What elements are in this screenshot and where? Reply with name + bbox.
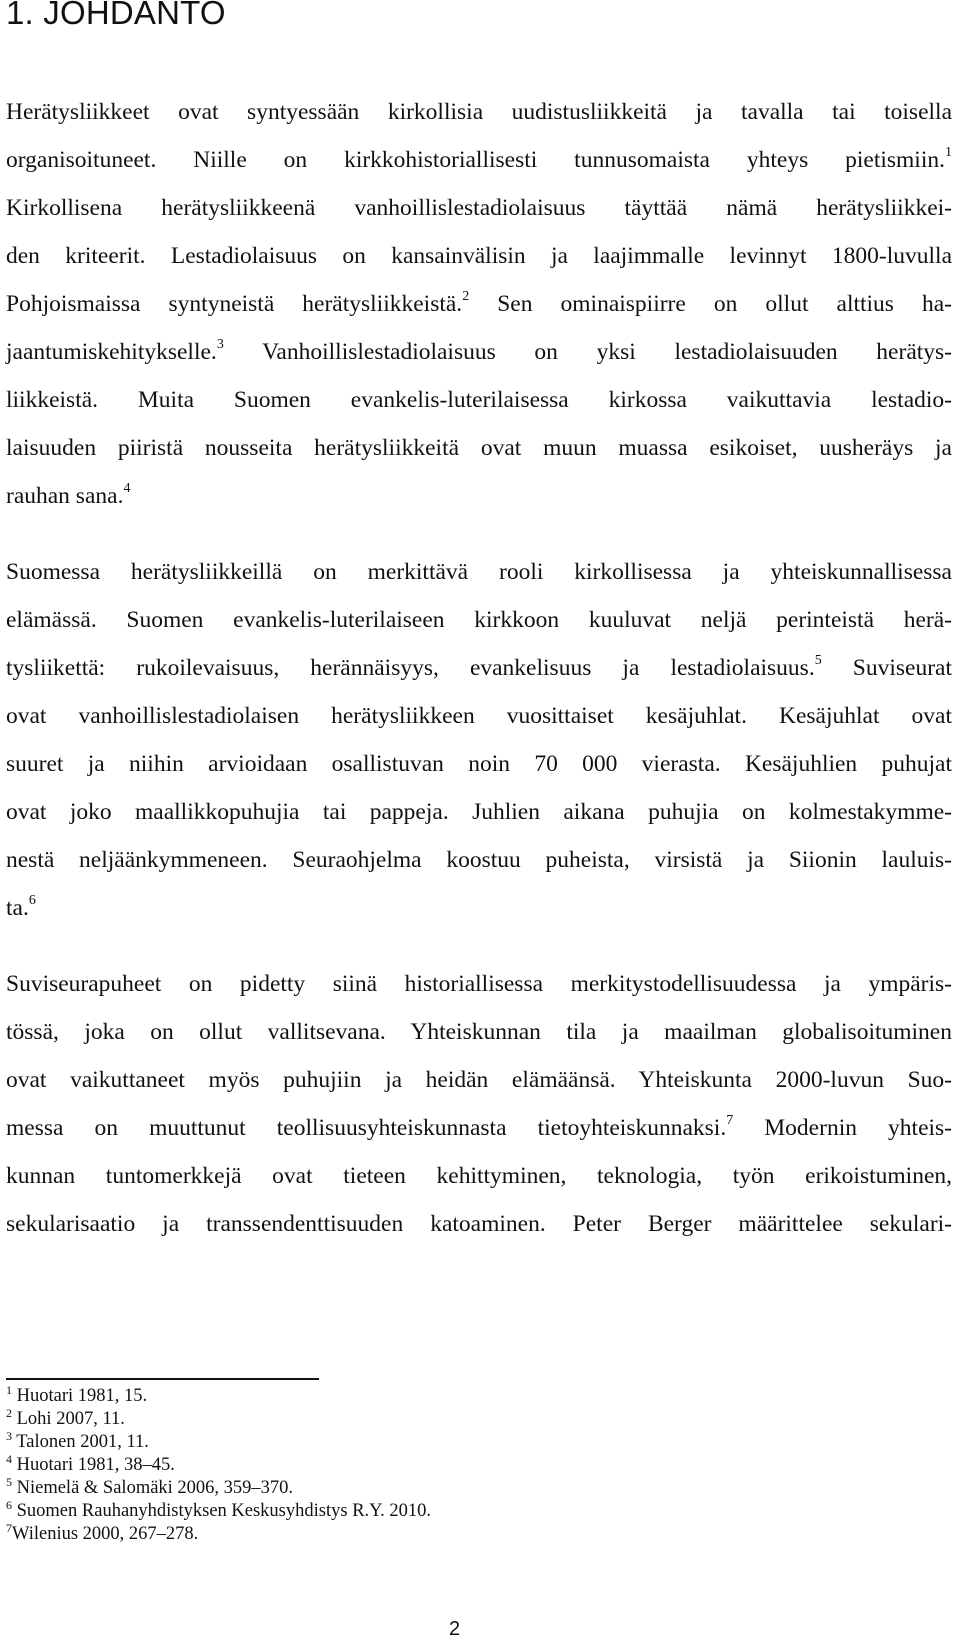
text-line	[6, 596, 952, 644]
line-text: Pohjoismaissa syntyneistä herätysliikkeistä.	[6, 291, 463, 317]
footnote-text: Talonen 2001, 11.	[12, 1432, 149, 1452]
text-line	[6, 184, 952, 232]
footnote-separator	[6, 1378, 319, 1380]
line-text: rauhan sana.	[6, 483, 124, 509]
line-text-continued: Sen ominaispiirre on ollut alttius ha-	[469, 291, 952, 317]
line-text: organisoituneet. Niille on kirkkohistoriallisesti tunnusomaista yhteys pietismiin.	[6, 147, 945, 173]
footnote	[6, 1477, 431, 1500]
paragraph-3	[6, 960, 952, 1248]
line-text: Kirkollisena herätysliikkeenä vanhoillislestadiolaisuus täyttää nämä herätysliikkei-	[6, 195, 952, 221]
text-line	[6, 88, 952, 136]
line-text: Herätysliikkeet ovat syntyessään kirkollisia uudistusliikkeitä ja tavalla tai toisella	[6, 99, 952, 125]
text-line	[6, 472, 952, 520]
text-line	[6, 1008, 952, 1056]
footnote	[6, 1523, 431, 1546]
footnote	[6, 1454, 431, 1477]
line-text-continued: Modernin yhteis-	[733, 1115, 952, 1141]
line-text: kunnan tuntomerkkejä ovat tieteen kehittyminen, teknologia, työn erikoistuminen,	[6, 1163, 952, 1189]
footnote-text: Suomen Rauhanyhdistyksen Keskusyhdistys R.Y. 2010.	[12, 1501, 432, 1521]
line-text: tössä, joka on ollut vallitsevana. Yhteiskunnan tila ja maailman globalisoituminen	[6, 1019, 952, 1045]
line-text-continued: Vanhoillislestadiolaisuus on yksi lestadiolaisuuden herätys-	[223, 339, 952, 365]
line-text: ovat joko maallikkopuhujia tai pappeja. Juhlien aikana puhujia on kolmestakymme-	[6, 799, 952, 825]
line-text: den kriteerit. Lestadiolaisuus on kansainvälisin ja laajimmalle levinnyt 1800-luvulla	[6, 243, 952, 269]
text-line	[6, 644, 952, 692]
text-line	[6, 232, 952, 280]
footnote	[6, 1408, 431, 1431]
footnote-number: 6	[6, 1498, 12, 1512]
line-text-continued: Suviseurat	[821, 655, 952, 681]
footnote-number: 1	[6, 1383, 12, 1397]
line-text: laisuuden piiristä nousseita herätysliikkeitä ovat muun muassa esikoiset, uusheräys ja	[6, 435, 952, 461]
line-text: ta.	[6, 895, 29, 921]
text-line	[6, 1152, 952, 1200]
footnote-reference[interactable]: 1	[945, 145, 952, 160]
line-text: Suomessa herätysliikkeillä on merkittävä rooli kirkollisessa ja yhteiskunnallisessa	[6, 559, 952, 585]
text-line	[6, 548, 952, 596]
text-line	[6, 960, 952, 1008]
line-text: ovat vanhoillislestadiolaisen herätysliikkeen vuosittaiset kesäjuhlat. Kesäjuhlat ovat	[6, 703, 952, 729]
line-text: ovat vaikuttaneet myös puhujiin ja heidän elämäänsä. Yhteiskunta 2000-luvun Suo-	[6, 1067, 952, 1093]
line-text: elämässä. Suomen evankelis-luterilaiseen kirkkoon kuuluvat neljä perinteistä herä-	[6, 607, 952, 633]
footnote-number: 5	[6, 1475, 12, 1489]
footnote-number: 7	[6, 1521, 12, 1535]
text-line	[6, 740, 952, 788]
paragraph-1	[6, 88, 952, 520]
page-number: 2	[449, 1618, 461, 1640]
text-line	[6, 884, 952, 932]
line-text: suuret ja niihin arvioidaan osallistuvan noin 70 000 vierasta. Kesäjuhlien puhujat	[6, 751, 952, 777]
section-heading: 1. JOHDANTO	[6, 0, 226, 31]
footnote-reference[interactable]: 2	[462, 289, 470, 304]
text-line	[6, 1200, 952, 1248]
footnote-reference[interactable]: 7	[726, 1113, 734, 1128]
paragraph-2	[6, 548, 952, 932]
text-line	[6, 136, 952, 184]
line-text: Suviseurapuheet on pidetty siinä historiallisessa merkitystodellisuudessa ja ympäris-	[6, 971, 952, 997]
line-text: jaantumiskehitykselle.	[6, 339, 217, 365]
footnote-text: Wilenius 2000, 267–278.	[12, 1524, 199, 1544]
footnote-reference[interactable]: 6	[28, 893, 36, 908]
text-line	[6, 328, 952, 376]
text-line	[6, 788, 952, 836]
footnote-reference[interactable]: 4	[123, 481, 131, 496]
footnote	[6, 1431, 431, 1454]
text-line	[6, 1056, 952, 1104]
footnote-text: Niemelä & Salomäki 2006, 359–370.	[12, 1478, 294, 1498]
footnote-reference[interactable]: 5	[814, 653, 822, 668]
footnote	[6, 1500, 431, 1523]
line-text: messa on muuttunut teollisuusyhteiskunnasta tietoyhteiskunnaksi.	[6, 1115, 727, 1141]
text-line	[6, 1104, 952, 1152]
text-line	[6, 280, 952, 328]
text-line	[6, 424, 952, 472]
line-text: sekularisaatio ja transsendenttisuuden katoaminen. Peter Berger määrittelee sekulari-	[6, 1211, 952, 1237]
text-line	[6, 376, 952, 424]
footnote-number: 4	[6, 1452, 12, 1466]
line-text: tysliikettä: rukoilevaisuus, herännäisyys, evankelisuus ja lestadiolaisuus.	[6, 655, 815, 681]
footnote-number: 2	[6, 1406, 12, 1420]
footnote-text: Huotari 1981, 38–45.	[12, 1455, 175, 1475]
line-text: liikkeistä. Muita Suomen evankelis-luterilaisessa kirkossa vaikuttavia lestadio-	[6, 387, 952, 413]
footnote-text: Huotari 1981, 15.	[12, 1386, 148, 1406]
text-line	[6, 692, 952, 740]
line-text: nestä neljäänkymmeneen. Seuraohjelma koostuu puheista, virsistä ja Siionin lauluis-	[6, 847, 952, 873]
footnote	[6, 1385, 431, 1408]
footnote-number: 3	[6, 1429, 12, 1443]
footnote-text: Lohi 2007, 11.	[12, 1409, 125, 1429]
footnote-reference[interactable]: 3	[216, 337, 224, 352]
footnotes	[6, 1385, 431, 1546]
text-line	[6, 836, 952, 884]
